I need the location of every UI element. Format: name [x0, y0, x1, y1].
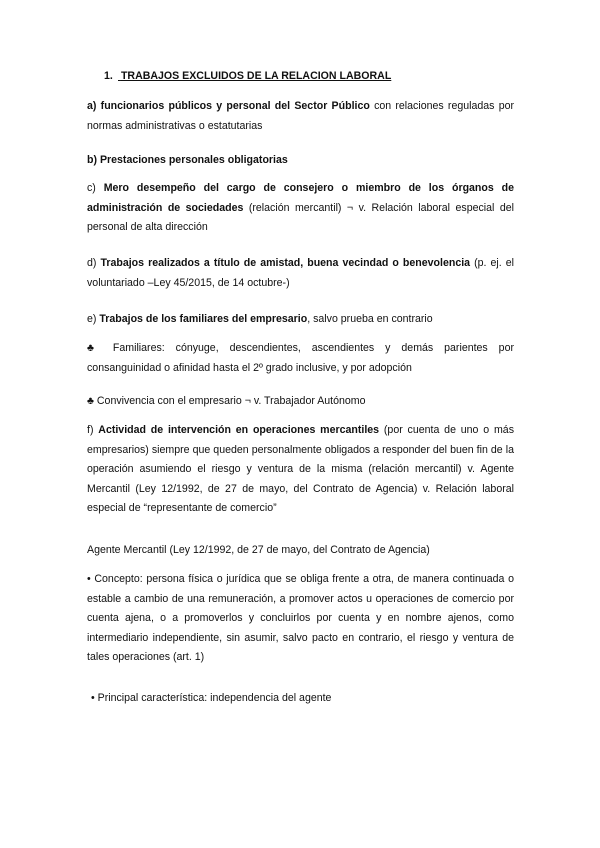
section-heading [104, 70, 391, 82]
item-c-prefix: c) [87, 182, 104, 194]
concepto-bullet: • Concepto: persona física o jurídica que se obliga frente a otra, de manera continuada o estable a cambio de una remuneración, a promover actos u operaciones de comercio por cuenta ajena, o a promoverlos y concluirlos por cuenta y en nombre ajenos, como intermediario independiente, sin asumir, salvo pacto en contrario, el riesgo y ventura de tales operaciones (art. 1) [87, 573, 514, 663]
item-b [87, 151, 514, 171]
item-a-bold: a) funcionarios públicos y personal del Sector Público [87, 100, 370, 112]
item-e-bold: Trabajos de los familiares del empresario [99, 313, 308, 325]
item-d [87, 254, 514, 293]
item-e-text: , salvo prueba en contrario [307, 313, 433, 325]
item-f-text: (por cuenta de uno o más empresarios) siempre que queden personalmente obligados a responder del buen fin de la operación asumiendo el riesgo y ventura de la misma (relación mercantil) v. Agente Mercantil (Ley 12/1992, de 27 de mayo, del Contrato de Agencia) v. Relación laboral especial de “representante de comercio” [87, 424, 514, 514]
item-b-bold: b) Prestaciones personales obligatorias [87, 154, 288, 166]
item-d-text: (p. ej. el voluntariado –Ley 45/2015, de 14 octubre-) [87, 257, 514, 289]
item-f [87, 421, 514, 519]
item-d-prefix: d) [87, 257, 101, 269]
item-c-bold: Mero desempeño del cargo de consejero o miembro de los órganos de administración de sociedades [87, 182, 514, 214]
item-c [87, 179, 514, 238]
item-d-bold: Trabajos realizados a título de amistad, buena vecindad o benevolencia [100, 257, 471, 269]
section-number: 1. [104, 70, 113, 82]
principal-bullet: • Principal característica: independencia del agente [91, 692, 332, 704]
item-a-text: con relaciones reguladas por normas administrativas o estatutarias [87, 100, 515, 132]
convivencia-paragraph: ♣ Convivencia con el empresario ¬ v. Trabajador Autónomo [87, 395, 366, 407]
item-f-bold: Actividad de intervención en operaciones mercantiles [98, 424, 380, 436]
section-title: TRABAJOS EXCLUIDOS DE LA RELACION LABORAL [120, 70, 392, 82]
familiares-paragraph: ♣ Familiares: cónyuge, descendientes, ascendientes y demás parientes por consanguinidad o afinidad hasta el 2º grado inclusive, y por adopción [87, 342, 514, 374]
item-a [87, 97, 514, 136]
item-e-prefix: e) [87, 313, 100, 325]
agente-mercantil-title: Agente Mercantil (Ley 12/1992, de 27 de mayo, del Contrato de Agencia) [87, 544, 430, 556]
item-e [87, 310, 514, 330]
item-f-prefix: f) [87, 424, 99, 436]
item-c-text: (relación mercantil) ¬ v. Relación laboral especial del personal de alta dirección [87, 201, 514, 233]
